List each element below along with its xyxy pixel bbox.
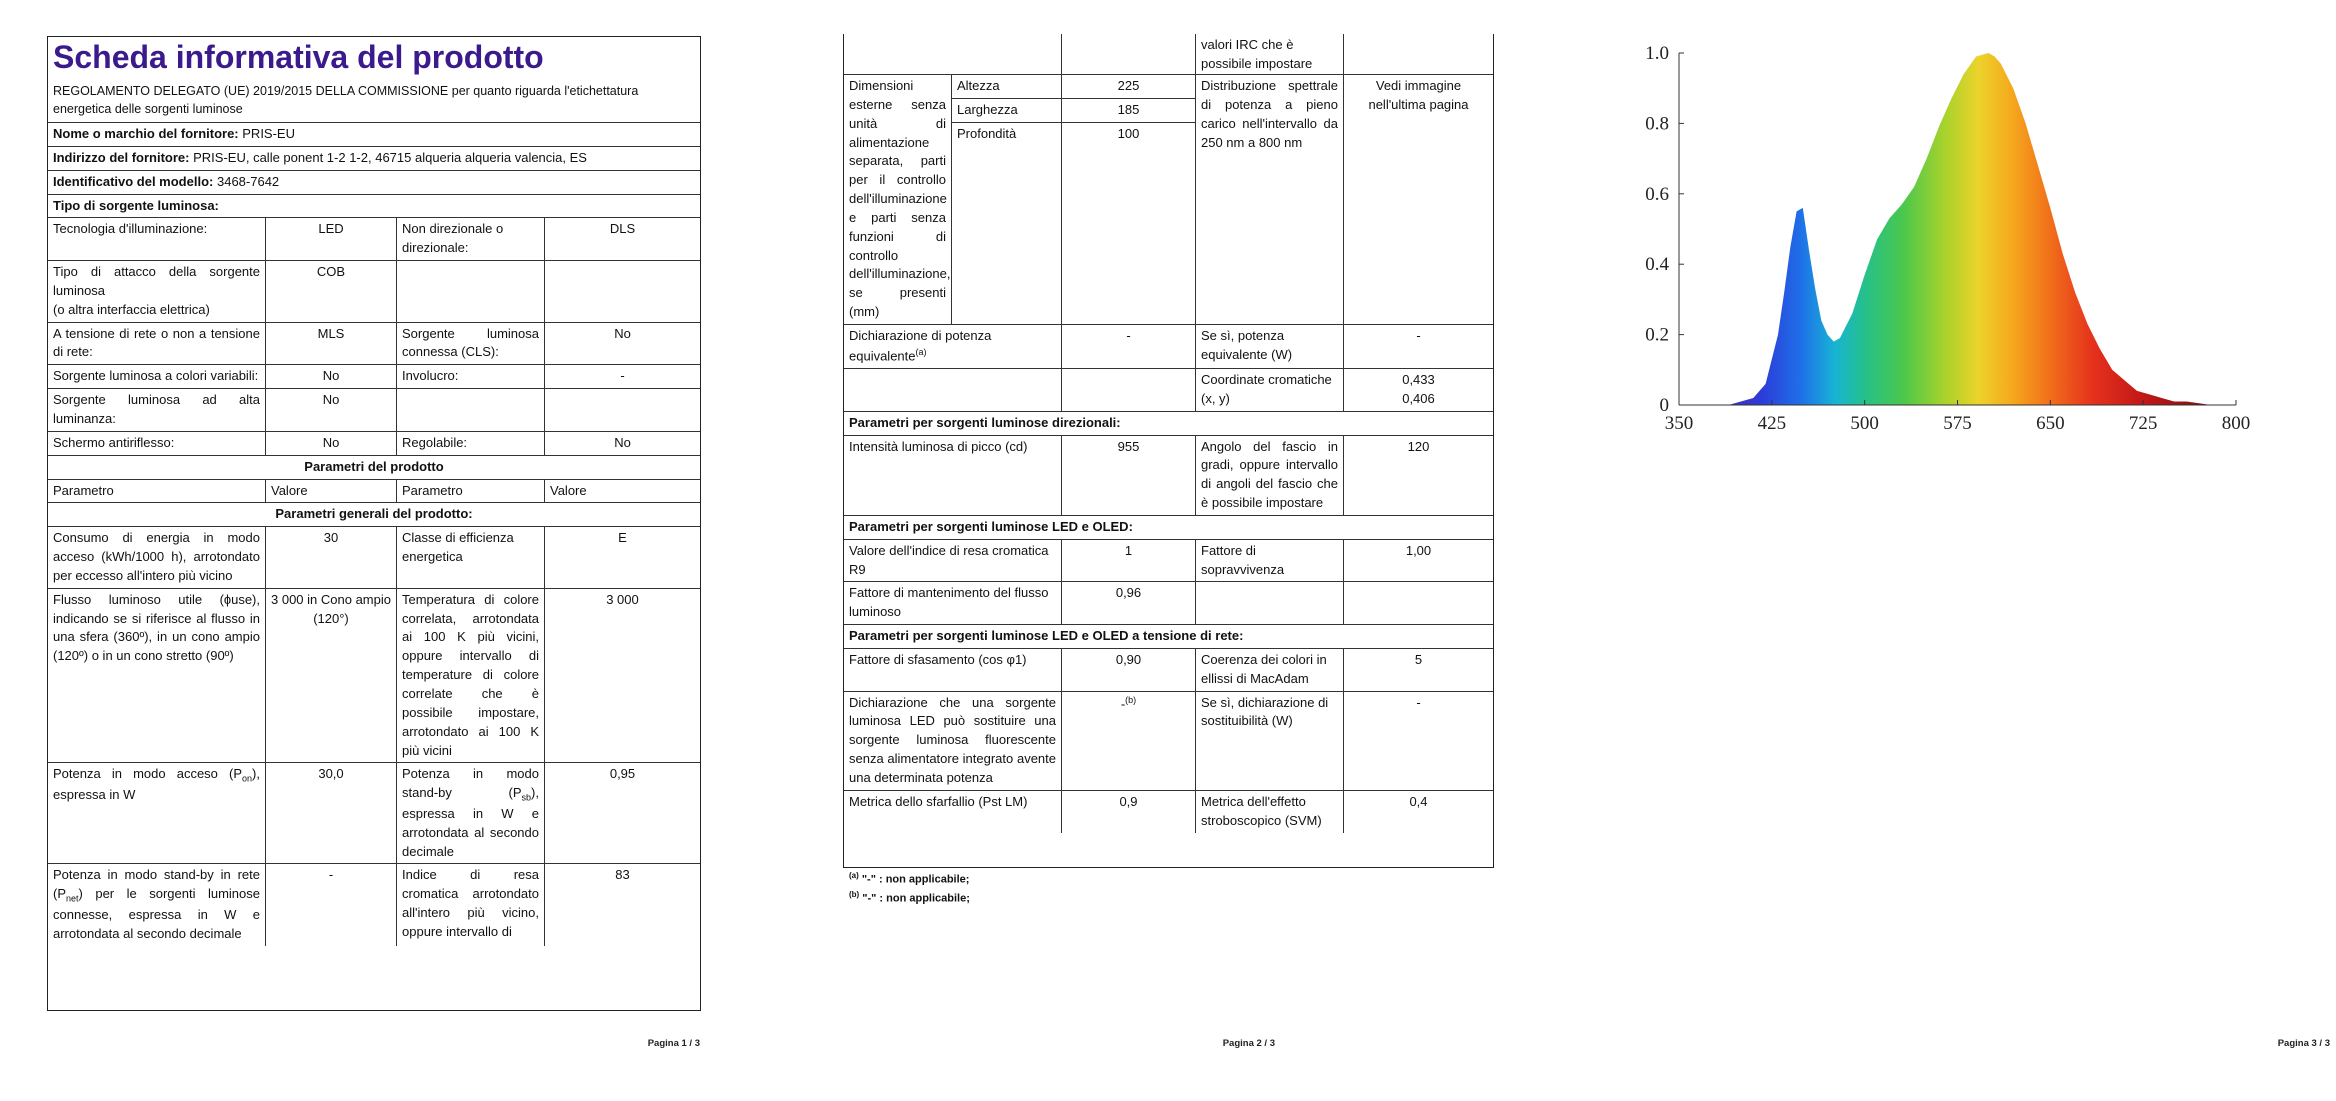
equiv-row bbox=[844, 325, 1493, 369]
psb-value: 0,95 bbox=[609, 766, 636, 782]
mains-row bbox=[48, 323, 700, 366]
macadam-label: Coerenza dei colori in ellissi di MacAdam bbox=[1196, 649, 1344, 691]
r9-value: 1 bbox=[1062, 540, 1196, 582]
tech-value: LED bbox=[266, 218, 397, 260]
pnet-sub: net bbox=[66, 893, 79, 904]
page-3 bbox=[1558, 0, 2336, 1101]
beam-value: 120 bbox=[1407, 438, 1430, 454]
flicker-row bbox=[844, 791, 1493, 833]
cct-label: Temperatura di colore correlata, arrotondata ai 100 K più vicini, oppure intervallo di temperature di colore correlate che è possibile impostare, arrotondato ai 100 K più vicini bbox=[397, 589, 545, 763]
page-2 bbox=[779, 0, 1557, 1101]
height-value: 225 bbox=[1117, 78, 1140, 93]
irc-cont: valori IRC che è possibile impostare bbox=[1196, 34, 1344, 74]
pf-row bbox=[844, 649, 1493, 692]
chroma-y: 0,406 bbox=[1402, 390, 1435, 406]
x-tick-label: 425 bbox=[1757, 413, 1787, 434]
general-header-row bbox=[48, 503, 700, 527]
cri-label: Indice di resa cromatica arrotondato all'intero più vicino, oppure intervallo di bbox=[397, 864, 545, 945]
peak-row bbox=[844, 436, 1493, 516]
peak-label: Intensità luminosa di picco (cd) bbox=[844, 436, 1062, 515]
replace-w-value: - bbox=[1416, 694, 1421, 710]
pnet-label-end: ) per le sorgenti luminose connesse, espressa in W e arrotondata al secondo decimale bbox=[53, 886, 260, 941]
cap-value: COB bbox=[266, 261, 397, 322]
pon-row bbox=[48, 763, 700, 864]
maint-row bbox=[844, 582, 1493, 625]
regulation-text: REGOLAMENTO DELEGATO (UE) 2019/2015 DELLA COMMISSIONE per quanto riguarda l'etichettatura energetica delle sorgenti luminose bbox=[53, 83, 639, 116]
pnet-row bbox=[48, 864, 700, 945]
glare-row bbox=[48, 432, 700, 456]
page-number-1: Pagina 1 / 3 bbox=[647, 1038, 700, 1049]
x-tick-label: 650 bbox=[2036, 413, 2065, 434]
irc-cont-row bbox=[844, 34, 1493, 75]
dims-row bbox=[844, 75, 1493, 325]
psb-sub: sb bbox=[521, 792, 532, 803]
psb-label-end: ), espressa in W e arrotondata al secondo decimale bbox=[402, 785, 539, 859]
spd-value: Vedi immagine nell'ultima pagina bbox=[1368, 78, 1469, 112]
equiv-value: - bbox=[1062, 325, 1196, 368]
strobo-label: Metrica dell'effetto stroboscopico (SVM) bbox=[1196, 791, 1344, 833]
page-number-2: Pagina 2 / 3 bbox=[1222, 1038, 1275, 1049]
beam-label: Angolo del fascio in gradi, oppure intervallo di angoli del fascio che è possibile impostare bbox=[1196, 436, 1344, 515]
flicker-label: Metrica dello sfarfallio (Pst LM) bbox=[844, 791, 1062, 833]
chroma-row bbox=[844, 369, 1493, 412]
mains-value: MLS bbox=[266, 323, 397, 365]
pnet-value: - bbox=[266, 864, 397, 945]
x-tick-label: 350 bbox=[1664, 413, 1694, 434]
width-value: 185 bbox=[1117, 101, 1140, 117]
cls-value: No bbox=[614, 325, 631, 341]
macadam-value: 5 bbox=[1414, 651, 1423, 667]
hl-label: Sorgente luminosa ad alta luminanza: bbox=[48, 389, 266, 431]
x-tick-label: 800 bbox=[2221, 413, 2251, 434]
depth-label: Profondità bbox=[952, 123, 1062, 324]
footnote-a: $^{(a)}$ "-" : non applicabile; bbox=[849, 871, 970, 886]
peak-value: 955 bbox=[1062, 436, 1196, 515]
pon-label: Potenza in modo acceso (P bbox=[53, 766, 243, 782]
replace-note: (b) bbox=[1125, 694, 1137, 705]
maint-value: 0,96 bbox=[1062, 582, 1196, 624]
replace-value: - bbox=[1120, 695, 1126, 711]
height-label: Altezza bbox=[952, 75, 1062, 98]
col-header-row bbox=[48, 480, 700, 504]
cct-value: 3 000 bbox=[606, 591, 639, 607]
equiv-note: (a) bbox=[915, 346, 927, 357]
envelope-label: Involucro: bbox=[397, 365, 545, 388]
pon-value: 30,0 bbox=[266, 763, 397, 863]
nondir-value: DLS bbox=[609, 221, 636, 237]
tech-row bbox=[48, 218, 700, 261]
cap-label: Tipo di attacco della sorgente luminosa bbox=[53, 264, 260, 298]
model-value: 3468-7642 bbox=[216, 173, 280, 189]
equiv-w-value: - bbox=[1416, 327, 1421, 343]
flux-value: 3 000 in Cono ampio (120°) bbox=[266, 589, 397, 763]
flicker-value: 0,9 bbox=[1062, 791, 1196, 833]
cri-value: 83 bbox=[615, 867, 630, 883]
footnotes bbox=[849, 870, 970, 909]
x-tick-label: 500 bbox=[1850, 413, 1879, 434]
mains-label: A tensione di rete o non a tensione di rete: bbox=[48, 323, 266, 365]
dim-label: Regolabile: bbox=[397, 432, 545, 455]
width-label: Larghezza bbox=[952, 99, 1062, 122]
source-type-row bbox=[48, 195, 700, 219]
pf-value: 0,90 bbox=[1062, 649, 1196, 691]
r9-label: Valore dell'indice di resa cromatica R9 bbox=[844, 540, 1062, 582]
colour-row bbox=[48, 365, 700, 389]
y-tick-label: 0.6 bbox=[1645, 183, 1669, 205]
maint-label: Fattore di mantenimento del flusso luminoso bbox=[844, 582, 1062, 624]
product-info-sheet-part-2 bbox=[843, 34, 1494, 868]
energy-label: Consumo di energia in modo acceso (kWh/1000 h), arrotondato per eccesso all'intero più vicino bbox=[48, 527, 266, 588]
hl-row bbox=[48, 389, 700, 432]
colour-label: Sorgente luminosa a colori variabili: bbox=[48, 365, 266, 388]
cap-row bbox=[48, 261, 700, 323]
page-1 bbox=[0, 0, 778, 1101]
energy-row bbox=[48, 527, 700, 589]
col-param-1: Parametro bbox=[48, 480, 266, 503]
surv-value: 1,00 bbox=[1405, 542, 1432, 558]
strobo-value: 0,4 bbox=[1409, 793, 1428, 809]
dims-label: Dimensioni esterne senza unità di alimentazione separata, parti per il controllo dell'illuminazione e parti senza funzioni di controllo dell'illuminazione, se presenti (mm) bbox=[844, 75, 952, 324]
ledmains-header-row bbox=[844, 625, 1493, 649]
source-type-heading: Tipo di sorgente luminosa: bbox=[53, 197, 219, 213]
flux-row bbox=[48, 589, 700, 764]
replace-w-label: Se sì, dichiarazione di sostituibilità (W) bbox=[1196, 692, 1344, 790]
pon-sub: on bbox=[242, 773, 253, 784]
y-tick-label: 0.8 bbox=[1645, 113, 1669, 135]
y-tick-label: 0.2 bbox=[1645, 324, 1669, 346]
model-label: Identificativo del modello: bbox=[53, 173, 214, 189]
params-header-row bbox=[48, 456, 700, 480]
class-label: Classe di efficienza energetica bbox=[397, 527, 545, 588]
flux-label: Flusso luminoso utile (ɸuse), indicando se si riferisce al flusso in una sfera (360º), in un cono ampio (120º) o in un cono stretto (90º) bbox=[48, 589, 266, 763]
glare-value: No bbox=[266, 432, 397, 455]
chroma-x: 0,433 bbox=[1402, 371, 1435, 387]
replace-label: Dichiarazione che una sorgente luminosa LED può sostituire una sorgente luminosa fluorescente senza alimentatore integrato avente una determinata potenza bbox=[844, 692, 1062, 790]
address-label: Indirizzo del fornitore: bbox=[53, 149, 190, 165]
col-param-2: Parametro bbox=[397, 480, 545, 503]
y-tick-label: 1.0 bbox=[1645, 43, 1669, 64]
tech-label: Tecnologia d'illuminazione: bbox=[48, 218, 266, 260]
supplier-value: PRIS-EU bbox=[242, 126, 295, 142]
cap-label-note: (o altra interfaccia elettrica) bbox=[53, 301, 210, 317]
spectral-distribution-chart bbox=[1558, 0, 2258, 434]
pf-label: Fattore di sfasamento (cos φ1) bbox=[844, 649, 1062, 691]
energy-value: 30 bbox=[266, 527, 397, 588]
surv-label: Fattore di sopravvivenza bbox=[1196, 540, 1344, 582]
spectrum-area bbox=[1716, 53, 2211, 405]
product-info-sheet-part-1 bbox=[47, 36, 701, 1011]
hl-value: No bbox=[266, 389, 397, 431]
cls-label: Sorgente luminosa connessa (CLS): bbox=[397, 323, 545, 365]
colour-value: No bbox=[266, 365, 397, 388]
address-row bbox=[48, 147, 700, 171]
glare-label: Schermo antiriflesso: bbox=[48, 432, 266, 455]
model-row bbox=[48, 171, 700, 195]
led-header-row bbox=[844, 516, 1493, 540]
y-tick-label: 0.4 bbox=[1645, 254, 1669, 276]
replace-row bbox=[844, 692, 1493, 791]
equiv-w-label: Se sì, potenza equivalente (W) bbox=[1196, 325, 1344, 368]
col-value-1: Valore bbox=[266, 480, 397, 503]
spd-label: Distribuzione spettrale di potenza a pieno carico nell'intervallo da 250 nm a 800 nm bbox=[1196, 75, 1344, 324]
y-tick-label: 0 bbox=[1659, 395, 1669, 416]
class-value: E bbox=[618, 530, 627, 546]
col-value-2: Valore bbox=[550, 482, 587, 498]
x-tick-label: 575 bbox=[1943, 413, 1972, 434]
chroma-label: Coordinate cromatiche (x, y) bbox=[1196, 369, 1344, 411]
nondir-label: Non direzionale o direzionale: bbox=[397, 218, 545, 260]
supplier-row bbox=[48, 123, 700, 147]
page-title: Scheda informativa del prodotto bbox=[53, 39, 544, 75]
page-number-3: Pagina 3 / 3 bbox=[2277, 1038, 2330, 1049]
depth-value: 100 bbox=[1117, 125, 1140, 141]
ledmains-header: Parametri per sorgenti luminose LED e OLED a tensione di rete: bbox=[849, 628, 1244, 644]
envelope-value: - bbox=[620, 368, 625, 384]
dim-value: No bbox=[614, 434, 631, 450]
pon-label-end: ), espressa in W bbox=[53, 766, 260, 802]
params-header: Parametri del prodotto bbox=[304, 458, 444, 474]
x-tick-label: 725 bbox=[2128, 413, 2158, 434]
footnote-b: $^{(b)}$ "-" : non applicabile; bbox=[849, 890, 970, 905]
title-row bbox=[48, 37, 700, 123]
dir-header: Parametri per sorgenti luminose direzionali: bbox=[849, 414, 1121, 430]
dir-header-row bbox=[844, 412, 1493, 436]
led-header: Parametri per sorgenti luminose LED e OLED: bbox=[849, 518, 1133, 534]
address-value: PRIS-EU, calle ponent 1-2 1-2, 46715 alqueria alqueria valencia, ES bbox=[193, 149, 587, 165]
supplier-label: Nome o marchio del fornitore: bbox=[53, 126, 239, 142]
r9-row bbox=[844, 540, 1493, 583]
pnet-label: Potenza in modo stand-by in rete (P bbox=[53, 867, 260, 902]
equiv-label: Dichiarazione di potenza equivalente bbox=[849, 327, 992, 364]
general-header: Parametri generali del prodotto: bbox=[275, 506, 473, 522]
psb-label: Potenza in modo stand-by (P bbox=[402, 766, 539, 801]
